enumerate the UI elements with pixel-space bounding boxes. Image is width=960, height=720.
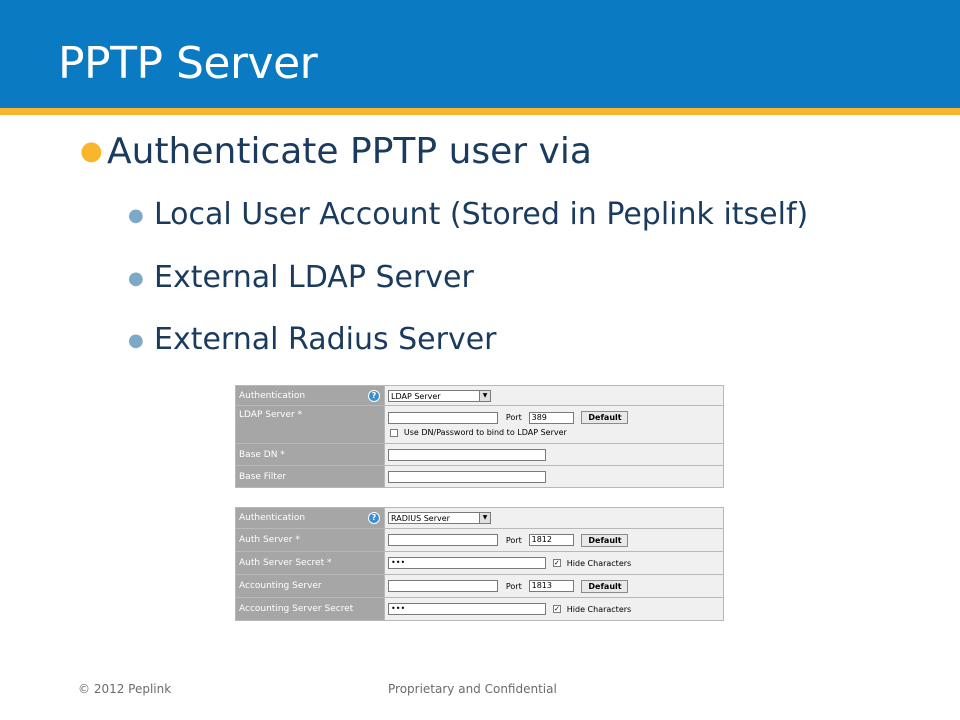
- ldap-auth-row-value: [385, 386, 724, 406]
- chevron-down-icon[interactable]: ▼: [479, 391, 490, 401]
- auth-port-input[interactable]: 1812: [529, 534, 574, 546]
- base-dn-row-label: [236, 444, 385, 466]
- slide-title: PPTP Server: [58, 38, 318, 89]
- auth-server-label: Auth Server *: [239, 535, 300, 545]
- auth-secret-label: Auth Server Secret *: [239, 558, 332, 568]
- auth-select[interactable]: [388, 390, 491, 402]
- ldap-form: [235, 385, 724, 488]
- auth-label: Authentication: [239, 390, 306, 401]
- hide-characters-label: Hide Characters: [566, 558, 632, 568]
- sub-bullet-text: External LDAP Server: [154, 260, 474, 295]
- base-filter-input[interactable]: [388, 471, 546, 483]
- bullet-dot-icon: ●: [80, 136, 103, 166]
- use-dn-checkbox[interactable]: [390, 429, 398, 437]
- auth-server-input[interactable]: [388, 534, 498, 546]
- ldap-server-row-label: [236, 406, 385, 444]
- base-dn-row-value: [385, 444, 724, 466]
- chevron-down-icon[interactable]: ▼: [479, 513, 490, 523]
- auth-server-row-label: [236, 529, 385, 552]
- ldap-server-row-value: [385, 406, 724, 444]
- ldap-server-label: LDAP Server *: [239, 410, 303, 420]
- default-button[interactable]: Default: [581, 534, 628, 547]
- radius-auth-row-label: [236, 508, 385, 529]
- default-button[interactable]: Default: [581, 411, 628, 424]
- acct-secret-label: Accounting Server Secret: [239, 604, 354, 614]
- port-label: Port: [505, 535, 522, 545]
- auth-secret-row-value: [385, 552, 724, 575]
- hide-characters-label: Hide Characters: [566, 604, 632, 614]
- header-accent-stripe: [0, 108, 960, 115]
- sub-bullet-text: External Radius Server: [154, 322, 497, 357]
- base-filter-label: Base Filter: [239, 471, 287, 482]
- sub-bullet-dot-icon: ●: [128, 330, 144, 351]
- help-icon[interactable]: ?: [368, 512, 380, 524]
- acct-server-row-value: [385, 575, 724, 598]
- sub-bullet-dot-icon: ●: [128, 205, 144, 226]
- auth-select-value: RADIUS Server: [391, 514, 450, 523]
- port-label: Port: [505, 413, 522, 422]
- use-dn-label: Use DN/Password to bind to LDAP Server: [403, 428, 567, 437]
- ldap-auth-row-label: [236, 386, 385, 406]
- footer-confidential: Proprietary and Confidential: [388, 682, 557, 696]
- acct-server-label: Accounting Server: [239, 581, 322, 591]
- base-filter-row-value: [385, 466, 724, 488]
- auth-secret-input[interactable]: •••: [388, 557, 546, 569]
- checkmark-icon[interactable]: ✓: [553, 559, 560, 567]
- default-button[interactable]: Default: [581, 580, 628, 593]
- ldap-port-input[interactable]: 389: [529, 412, 574, 424]
- main-bullet-text: Authenticate PPTP user via: [107, 131, 592, 172]
- port-label: Port: [505, 581, 522, 591]
- auth-select-value: LDAP Server: [391, 391, 441, 401]
- auth-secret-row-label: [236, 552, 385, 575]
- acct-server-input[interactable]: [388, 580, 498, 592]
- radius-auth-row-value: [385, 508, 724, 529]
- base-dn-label: Base DN *: [239, 449, 285, 460]
- radius-form: [235, 507, 724, 621]
- ldap-server-input[interactable]: [388, 412, 498, 424]
- acct-port-input[interactable]: 1813: [529, 580, 574, 592]
- base-filter-row-label: [236, 466, 385, 488]
- base-dn-input[interactable]: [388, 449, 546, 461]
- auth-server-row-value: [385, 529, 724, 552]
- auth-select[interactable]: [388, 512, 491, 524]
- acct-secret-input[interactable]: •••: [388, 603, 546, 615]
- acct-secret-row-label: [236, 598, 385, 621]
- acct-server-row-label: [236, 575, 385, 598]
- sub-bullet-text: Local User Account (Stored in Peplink itself): [154, 197, 809, 232]
- acct-secret-row-value: [385, 598, 724, 621]
- footer-copyright: © 2012 Peplink: [78, 682, 172, 696]
- checkmark-icon[interactable]: ✓: [553, 605, 560, 613]
- auth-label: Authentication: [239, 513, 306, 523]
- help-icon[interactable]: ?: [368, 390, 380, 402]
- sub-bullet-dot-icon: ●: [128, 268, 144, 289]
